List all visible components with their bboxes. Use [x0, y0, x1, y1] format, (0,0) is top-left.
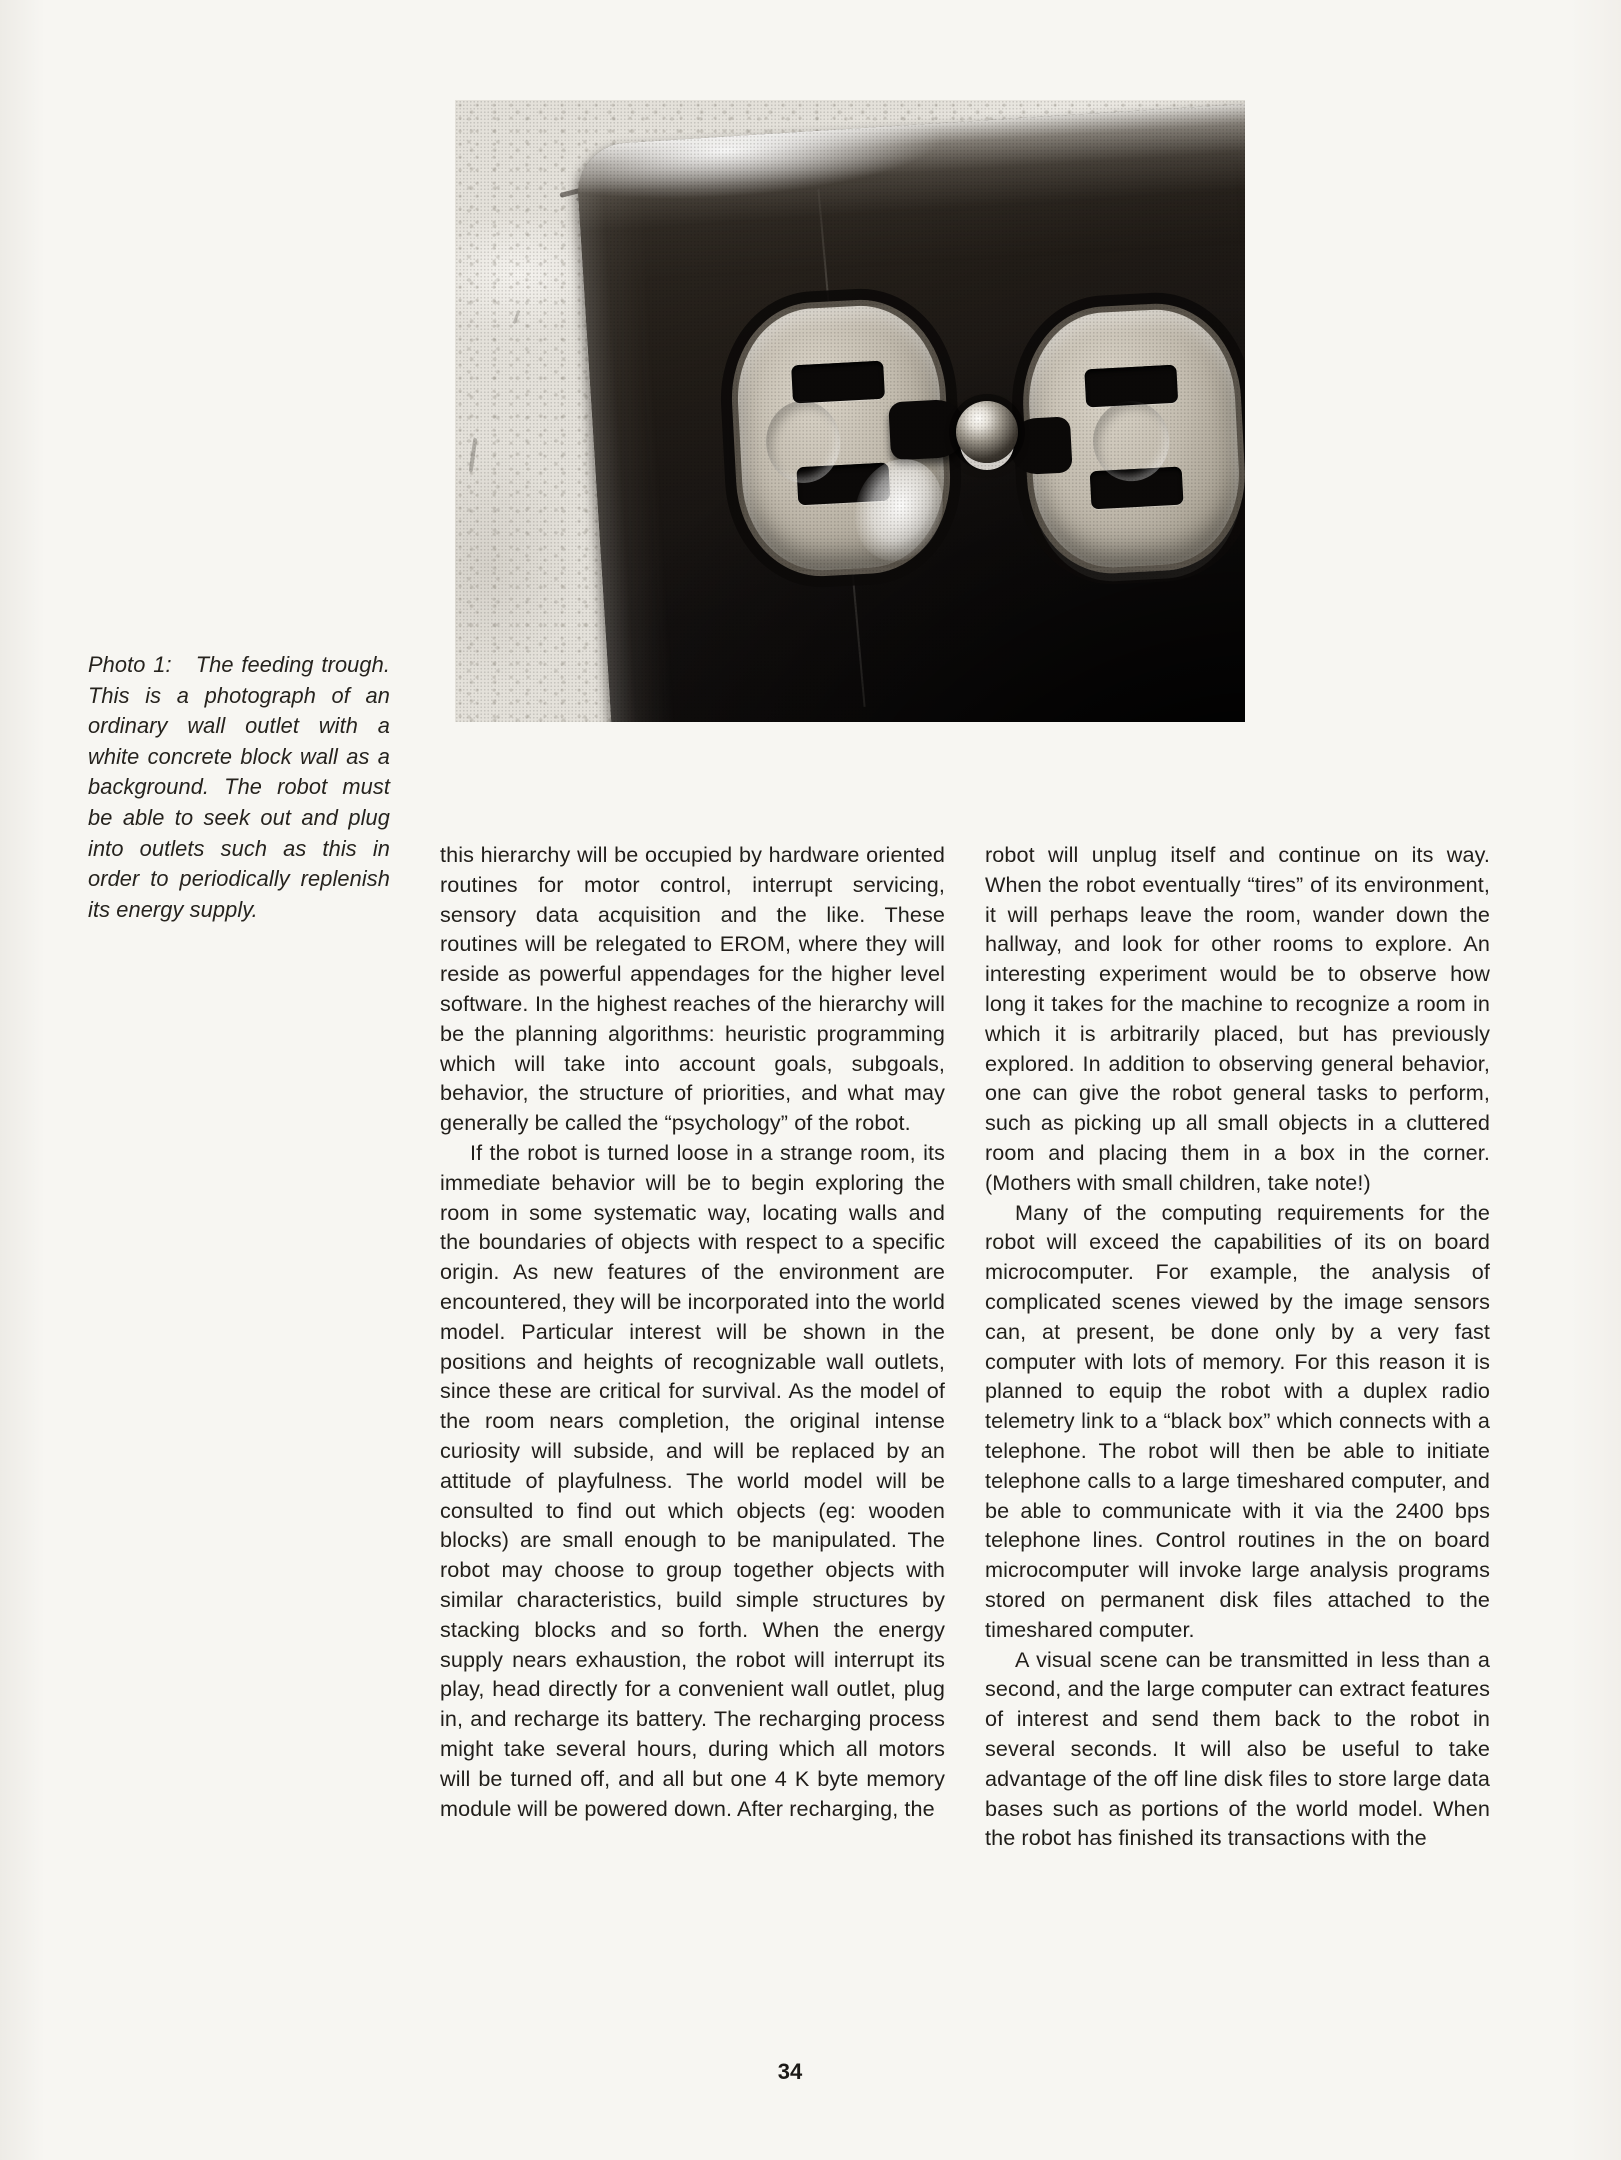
concrete-crack: [513, 310, 521, 324]
prong-slot: [791, 361, 885, 404]
body-paragraph: If the robot is turned loose in a strange room, its immediate behavior will be to begin exploring the room in some systematic way, locating walls and the boundaries of objects with respect to a specific origin. As new features of the environment are encountered, they will be incorporated into the world model. Particular interest will be shown in the positions and heights of recognizable wall outlets, since these are critical for survival. As the model of the room nears completion, the original intense curiosity will subside, and will be replaced by an attitude of playfulness. The world model will be consulted to find out which objects (eg: wooden blocks) are small enough to be manipulated. The robot may choose to group together objects with similar characteristics, build simple structures by stacking blocks and so forth. When the energy supply nears exhaustion, the robot will interrupt its play, head directly for a convenient wall outlet, plug in, and recharge its battery. The recharging process might take several hours, during which all motors will be turned off, and all but one 4 K byte memory module will be powered down. After recharging, the: [440, 1139, 945, 1821]
concrete-crack: [469, 438, 478, 472]
page-number: 34: [777, 2059, 803, 2084]
center-screw: [956, 401, 1018, 463]
body-paragraph: this hierarchy will be occupied by hardware oriented routines for motor control, interrupt servicing, sensory data acquisition and the like. These routines will be relegated to EROM, where they will reside as powerful appendages for the higher level software. In the highest reaches of the hierarchy will be the planning algorithms: heuristic programming which will take into account goals, subgoals, behavior, the structure of priorities, and what may generally be called the “psychology” of the robot.: [440, 842, 945, 1136]
body-paragraph: robot will unplug itself and continue on its way. When the robot eventually “tires” of its environment, it will perhaps leave the room, wander down the hallway, and look for other rooms to explore. An interesting experiment would be to observe how long it takes for the machine to recognize a room in which it is arbitrarily placed, but has previously explored. In addition to observing general behavior, one can give the robot general tasks to perform, such as picking up all small objects in a cluttered room and placing them in a box in the corner. (Mothers with small children, take note!): [985, 842, 1490, 1195]
body-paragraph: A visual scene can be transmitted in less than a second, and the large computer can extract features of interest and send them back to the robot in several seconds. It will also be useful to take advantage of the off line disk files to store large data bases such as portions of the world model. When the robot has finished its transactions with the: [985, 1646, 1490, 1851]
receptacle-notch: [1008, 416, 1073, 475]
outlet-photo: [455, 100, 1245, 722]
body-paragraph: Many of the computing requirements for the robot will exceed the capabilities of its on board microcomputer. For example, the analysis of complicated scenes viewed by the image sensors can, at present, be done only by a very fast computer with lots of memory. For this reason it is planned to equip the robot with a duplex radio telemetry link to a “black box” which connects with a telephone. The robot will then be able to initiate telephone calls to a large timeshared computer, and be able to communicate with it via the 2400 bps telephone lines. Control routines in the on board microcomputer will invoke large analysis programs stored on permanent disk files attached to the timeshared computer.: [985, 1199, 1490, 1642]
photo-caption-text: The feeding trough. This is a photograph of an ordinary wall outlet with a white concrete block wall as a background. The robot must be able to seek out and plug into outlets such as this in order to periodically replenish its energy supply.: [88, 652, 390, 922]
right-column: [985, 840, 1490, 1853]
left-receptacle: [727, 296, 955, 581]
right-receptacle: [1018, 299, 1245, 577]
photo-caption: [88, 650, 390, 925]
photo-caption-label: Photo 1:: [88, 652, 172, 677]
left-column: [440, 840, 945, 1853]
article-body: [440, 840, 1490, 1853]
